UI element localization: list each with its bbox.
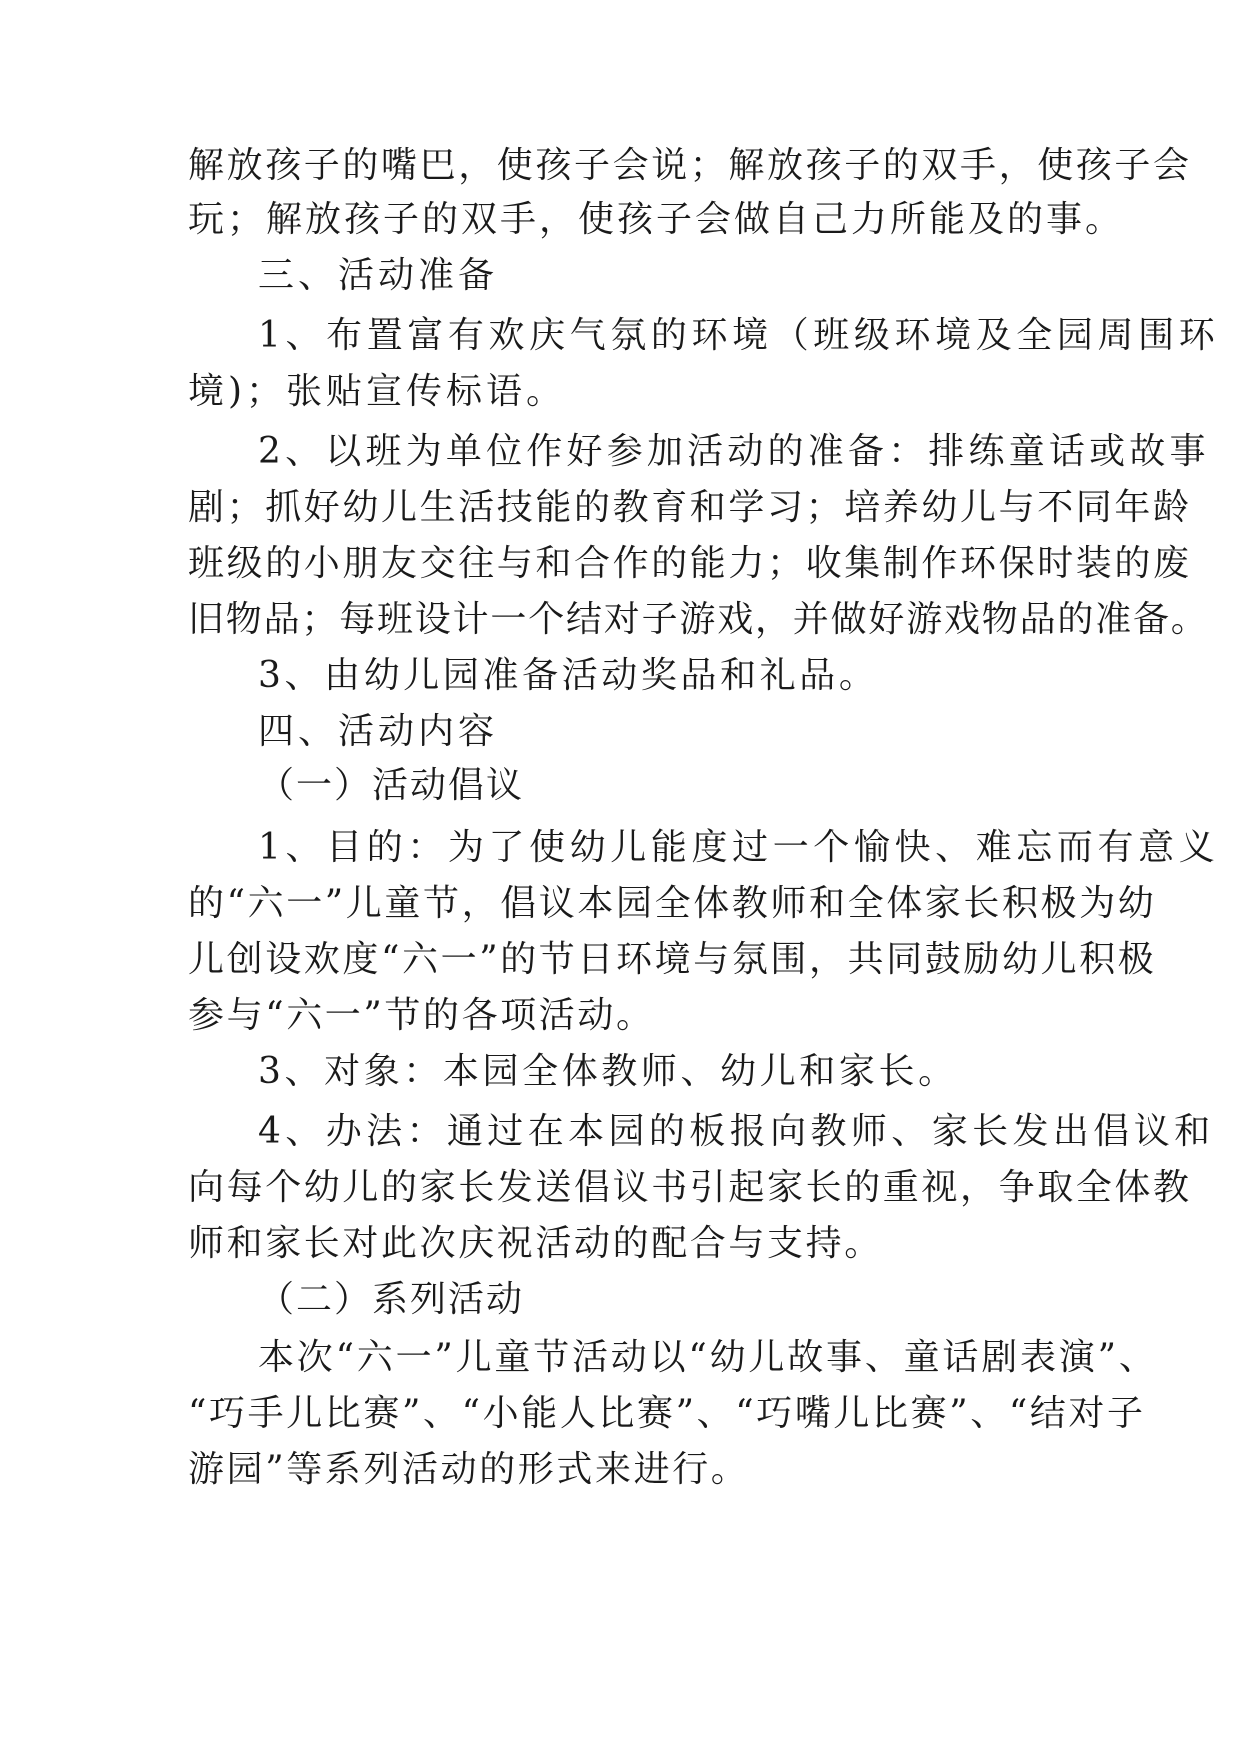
body-text-line: 解放孩子的嘴巴，使孩子会说；解放孩子的双手，使孩子会	[188, 145, 1192, 186]
body-text-line: 3、由幼儿园准备活动奖品和礼品。	[258, 655, 879, 696]
body-text-line: 2、以班为单位作好参加活动的准备：排练童话或故事	[258, 431, 1210, 472]
body-text-line: 师和家长对此次庆祝活动的配合与支持。	[188, 1223, 883, 1264]
body-text-line: 境)；张贴宣传标语。	[188, 371, 567, 412]
section-heading: 三、活动准备	[258, 255, 499, 296]
body-text-line: 剧；抓好幼儿生活技能的教育和学习；培养幼儿与不同年龄	[188, 487, 1192, 528]
body-text-line: “巧手儿比赛”、“小能人比赛”、“巧嘴儿比赛”、“结对子	[188, 1393, 1146, 1434]
section-heading: 四、活动内容	[258, 711, 499, 752]
subsection-heading: （一）活动倡议	[258, 765, 525, 806]
body-text-line: 儿创设欢度“六一”的节日环境与氛围，共同鼓励幼儿积极	[188, 939, 1157, 980]
body-text-line: 4、办法：通过在本园的板报向教师、家长发出倡议和	[258, 1111, 1215, 1152]
body-text-line: 玩；解放孩子的双手，使孩子会做自己力所能及的事。	[188, 199, 1125, 240]
body-text-line: 的“六一”儿童节，倡议本园全体教师和全体家长积极为幼	[188, 883, 1157, 924]
body-text-line: 游园”等系列活动的形式来进行。	[188, 1449, 750, 1490]
body-text-line: 1、目的：为了使幼儿能度过一个愉快、难忘而有意义	[258, 827, 1220, 868]
body-text-line: 3、对象：本园全体教师、幼儿和家长。	[258, 1051, 958, 1092]
body-text-line: 旧物品；每班设计一个结对子游戏，并做好游戏物品的准备。	[188, 599, 1209, 640]
body-text-line: 向每个幼儿的家长发送倡议书引起家长的重视，争取全体教	[188, 1167, 1192, 1208]
body-text-line: 1、布置富有欢庆气氛的环境（班级环境及全园周围环	[258, 315, 1220, 356]
body-text-line: 班级的小朋友交往与和合作的能力；收集制作环保时装的废	[188, 543, 1192, 584]
body-text-line: 参与“六一”节的各项活动。	[188, 995, 655, 1036]
subsection-heading: （二）系列活动	[258, 1279, 525, 1320]
body-text-line: 本次“六一”儿童节活动以“幼儿故事、童话剧表演”、	[258, 1337, 1158, 1378]
